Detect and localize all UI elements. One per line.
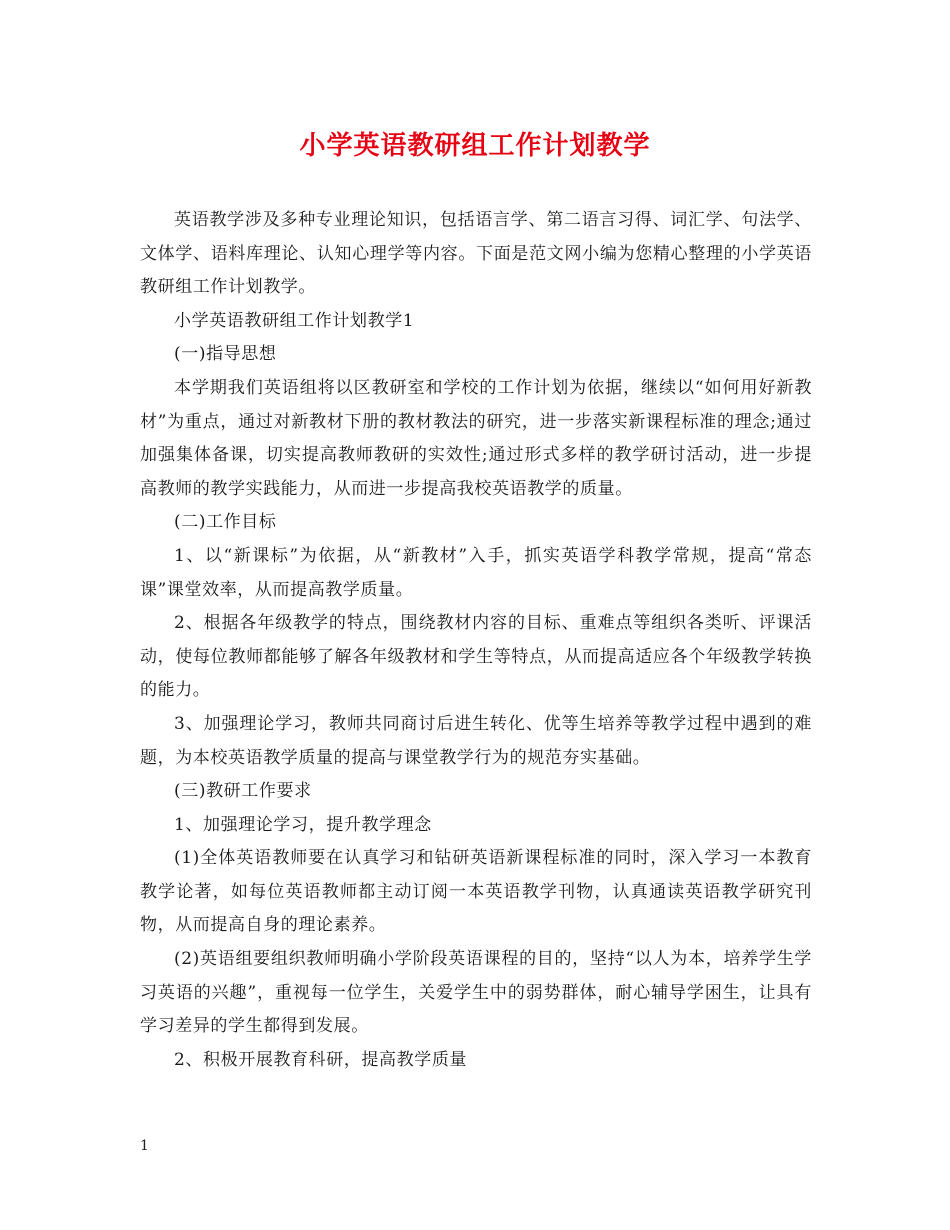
paragraph-requirement-1: (1)全体英语教师要在认真学习和钻研英语新课程标准的同时，深入学习一本教育教学论著，如每位英语教师都主动订阅一本英语教学刊物，认真通读英语教学研究刊物，从而提高自身的理论素养。 (140, 848, 812, 936)
paragraph-goal-2: 2、根据各年级教学的特点，围绕教材内容的目标、重难点等组织各类听、评课活动，使每位教师都能够了解各年级教材和学生等特点，从而提高适应各个年级教学转换的能力。 (140, 613, 812, 701)
section-heading-requirements: (三)教研工作要求 (174, 781, 312, 802)
paragraph-intro: 英语教学涉及多种专业理论知识，包括语言学、第二语言习得、词汇学、句法学、文体学、语料库理论、认知心理学等内容。下面是范文网小编为您精心整理的小学英语教研组工作计划教学。 (140, 210, 812, 298)
page-number: 1 (140, 1138, 149, 1154)
subheading-research: 2、积极开展教育科研，提高教学质量 (174, 1049, 468, 1070)
paragraph-guiding-thought: 本学期我们英语组将以区教研室和学校的工作计划为依据，继续以“如何用好新教材”为重点，通过对新教材下册的教材教法的研究，进一步落实新课程标准的理念;通过加强集体备课，切实提高教师教研的实效性;通过形式多样的教学研讨活动，进一步提高教师的教学实践能力，从而进一步提高我校英语教学的质量。 (140, 377, 812, 499)
paragraph-goal-3: 3、加强理论学习，教师共同商讨后进生转化、优等生培养等教学过程中遇到的难题，为本校英语教学质量的提高与课堂教学行为的规范夯实基础。 (140, 713, 812, 768)
section-heading-guiding-thought: (一)指导思想 (174, 344, 277, 365)
section-heading-work-goals: (二)工作目标 (174, 512, 277, 533)
document-title: 小学英语教研组工作计划教学 (299, 131, 651, 161)
subheading-theory-study: 1、加强理论学习，提升教学理念 (174, 814, 432, 835)
section-heading-plan-1: 小学英语教研组工作计划教学1 (174, 310, 415, 331)
paragraph-requirement-2: (2)英语组要组织教师明确小学阶段英语课程的目的，坚持“以人为本，培养学生学习英语的兴趣”，重视每一位学生，关爱学生中的弱势群体，耐心辅导学困生，让具有学习差异的学生都得到发展。 (140, 949, 812, 1037)
document-body (140, 204, 812, 1077)
paragraph-goal-1: 1、以“新课标”为依据，从“新教材”入手，抓实英语学科教学常规，提高“常态课”课堂效率，从而提高教学质量。 (140, 545, 812, 600)
